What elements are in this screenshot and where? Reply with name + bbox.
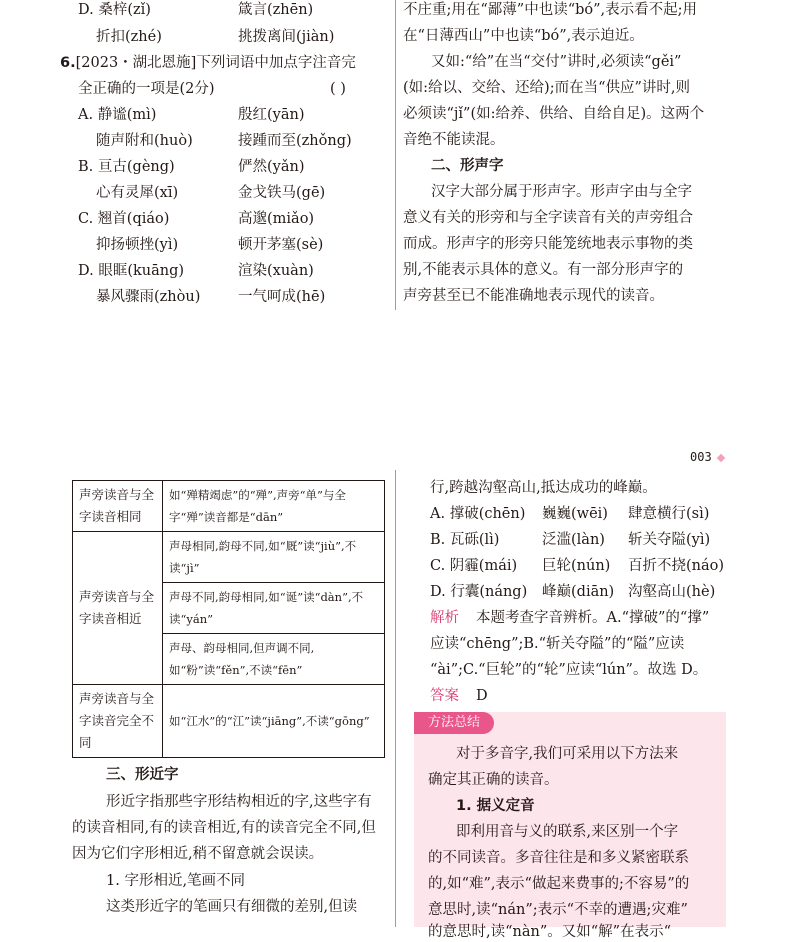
text-line: 音绝不能读混。 <box>403 132 505 148</box>
table-row <box>73 481 385 532</box>
question-source: [2023・湖北恩施] <box>75 55 197 71</box>
text-line: 不庄重;用在“鄙薄”中也读“bó”,表示看不起;用 <box>403 2 698 18</box>
text-line: 别,不能表示具体的意义。有一部分形声字的 <box>403 262 684 278</box>
text-line: 又如:“给”在当“交付”讲时,必须读“gěi” <box>431 54 682 70</box>
option-b-3: 斩关夺隘(yì) <box>628 532 711 548</box>
method-subheading: 1. 据义定音 <box>456 798 535 814</box>
answer-value: D <box>476 688 488 704</box>
method-line: 的意思时,读“nàn”。又如“解”在表示“ <box>428 924 671 940</box>
table-row <box>73 685 385 758</box>
method-line: 意思时,读“nán”;表示“不幸的遭遇;灾难” <box>428 902 688 918</box>
method-line: 确定其正确的读音。 <box>428 772 559 788</box>
option-c-1: C. 翘首(qiáo) <box>78 211 170 227</box>
option-a-2: 巍巍(wēi) <box>542 506 608 522</box>
option-c-2: 高邈(miǎo) <box>238 211 315 227</box>
table-cell: 声母、韵母相同,但声调不同,如“粉”读“fěn”,不读“fēn” <box>163 634 385 685</box>
section-heading: 二、形声字 <box>431 158 504 174</box>
option-a-1: A. 静谧(mì) <box>78 107 157 123</box>
section-heading: 三、形近字 <box>106 767 179 783</box>
option-b-1: B. 瓦砾(lì) <box>430 532 500 548</box>
subheading: 1. 字形相近,笔画不同 <box>106 873 246 889</box>
option-c-3: 百折不挠(náo) <box>628 558 725 574</box>
option-d-word3: 折扣(zhé) <box>96 29 162 45</box>
option-d-4: 一气呵成(hē) <box>238 289 326 305</box>
option-d-word2: 箴言(zhēn) <box>238 2 314 18</box>
text-line: 因为它们字形相近,稍不留意就会误读。 <box>72 846 324 862</box>
diamond-icon <box>717 454 725 462</box>
comparison-table <box>72 480 385 758</box>
answer-paren: ( ) <box>330 81 346 97</box>
page-number: 003 <box>690 450 712 464</box>
text-line: 形近字指那些字形结构相近的字,这些字有 <box>106 794 372 810</box>
option-b-1: B. 亘古(gèng) <box>78 159 175 175</box>
option-a-2: 殷红(yān) <box>238 107 305 123</box>
text-line: 在“日薄西山”中也读“bó”,表示迫近。 <box>403 28 644 44</box>
question-text-1: 下列词语中加点字注音完 <box>196 55 356 71</box>
table-cell: 声母相同,韵母不同,如“厩”读“jiù”,不读“jì” <box>163 532 385 583</box>
option-b-2: 俨然(yǎn) <box>238 159 305 175</box>
option-d-3: 暴风骤雨(zhòu) <box>96 289 201 305</box>
text-line: 意义有关的形旁和与全字读音有关的声旁组合 <box>403 210 693 226</box>
option-d-3: 沟壑高山(hè) <box>628 584 716 600</box>
option-a-4: 接踵而至(zhǒng) <box>238 133 352 149</box>
option-d-2: 峰巅(diān) <box>542 584 615 600</box>
option-a-1: A. 撑破(chēn) <box>430 506 526 522</box>
question-number: 6. <box>60 55 76 71</box>
column-divider-top <box>395 0 396 310</box>
option-d-word1: D. 桑梓(zǐ) <box>78 2 151 18</box>
option-c-1: C. 阴霾(mái) <box>430 558 518 574</box>
answer-label: 答案 <box>430 688 459 704</box>
option-c-4: 顿开茅塞(sè) <box>238 237 324 253</box>
table-cell: 如“江水”的“江”读“jiāng”,不读“gōng” <box>163 685 385 758</box>
method-line: 的,如“难”,表示“做起来费事的;不容易”的 <box>428 876 690 892</box>
text-line: 这类形近字的笔画只有细微的差别,但读 <box>106 899 358 915</box>
analysis-line: 本题考查字音辨析。A.“撑破”的“撑” <box>476 610 710 626</box>
analysis-label: 解析 <box>430 610 459 626</box>
text-line: 而成。形声字的形旁只能笼统地表示事物的类 <box>403 236 693 252</box>
option-a-3: 肆意横行(sì) <box>628 506 710 522</box>
option-c-3: 抑扬顿挫(yì) <box>96 237 179 253</box>
question-intro: 行,跨越沟壑高山,抵达成功的峰巅。 <box>430 480 657 496</box>
option-d-1: D. 眼眶(kuāng) <box>78 263 185 279</box>
option-b-2: 泛滥(làn) <box>542 532 605 548</box>
method-tag: 方法总结 <box>414 712 494 734</box>
question-6 <box>60 53 356 73</box>
option-d-2: 渲染(xuàn) <box>238 263 314 279</box>
text-line: 汉字大部分属于形声字。形声字由与全字 <box>431 184 692 200</box>
option-b-4: 金戈铁马(gē) <box>238 185 326 201</box>
table-cell: 如“殚精竭虑”的“殚”,声旁“单”与全字“殚”读音都是“dān” <box>163 481 385 532</box>
analysis-line: 应读“chēng”;B.“斩关夺隘”的“隘”应读 <box>430 636 685 652</box>
table-row-head: 声旁读音与全字读音完全不同 <box>73 685 163 758</box>
text-line: 的读音相同,有的读音相近,有的读音完全不同,但 <box>72 820 376 836</box>
table-row <box>73 532 385 583</box>
table-row-head: 声旁读音与全字读音相同 <box>73 481 163 532</box>
method-line: 的不同读音。多音往往是和多义紧密联系 <box>428 850 689 866</box>
option-c-2: 巨轮(nún) <box>542 558 611 574</box>
text-line: 声旁甚至已不能准确地表示现代的读音。 <box>403 288 664 304</box>
text-line: 必须读“jǐ”(如:给养、供给、自给自足)。这两个 <box>403 106 705 122</box>
table-cell: 声母不同,韵母相同,如“诞”读“dàn”,不读“yán” <box>163 583 385 634</box>
table-row-head: 声旁读音与全字读音相近 <box>73 532 163 685</box>
option-a-3: 随声附和(huò) <box>96 133 193 149</box>
option-b-3: 心有灵犀(xī) <box>96 185 179 201</box>
column-divider-bottom <box>395 470 396 927</box>
option-d-word4: 挑拨离间(jiàn) <box>238 29 335 45</box>
method-line: 即利用音与义的联系,来区别一个字 <box>456 824 679 840</box>
question-text-2: 全正确的一项是(2分) <box>78 81 215 97</box>
text-line: (如:给以、交给、还给);而在当“供应”讲时,则 <box>403 80 691 96</box>
option-d-1: D. 行囊(náng) <box>430 584 528 600</box>
method-line: 对于多音字,我们可采用以下方法来 <box>456 746 679 762</box>
analysis-line: “ài”;C.“巨轮”的“轮”应读“lún”。故选 D。 <box>430 662 708 678</box>
